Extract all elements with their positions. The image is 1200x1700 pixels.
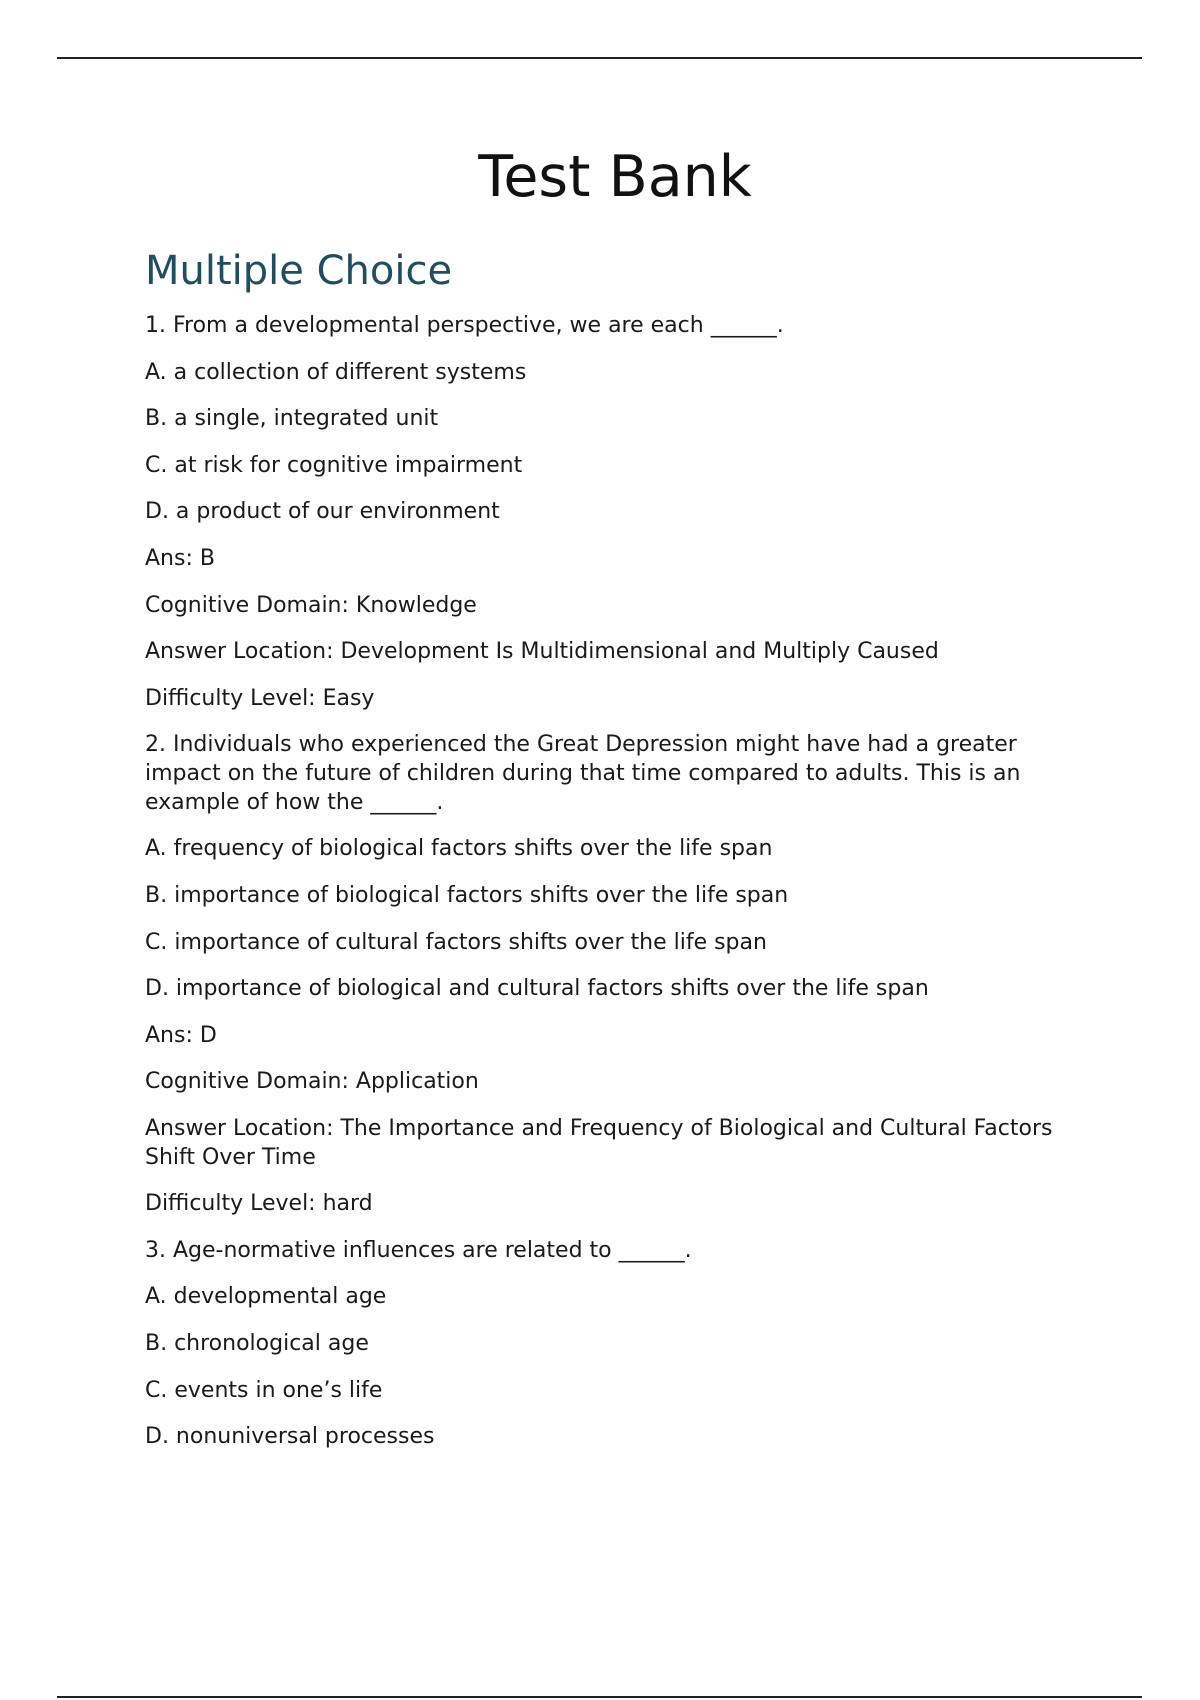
question-metadata: Answer Location: The Importance and Frequency of Biological and Cultural Factors Shift Over Time (145, 1115, 1053, 1170)
question-list (145, 312, 1095, 1470)
answer-option: C. importance of cultural factors shifts over the life span (145, 929, 767, 955)
question-metadata: Ans: B (145, 545, 215, 571)
answer-option: D. nonuniversal processes (145, 1424, 435, 1450)
question-metadata: Cognitive Domain: Application (145, 1069, 479, 1095)
answer-option: A. frequency of biological factors shifts over the life span (145, 836, 773, 862)
question-metadata: Ans: D (145, 1022, 217, 1048)
question-metadata: Cognitive Domain: Knowledge (145, 592, 477, 618)
answer-option: C. events in one’s life (145, 1377, 383, 1403)
top-rule (57, 57, 1142, 59)
answer-option: B. chronological age (145, 1330, 369, 1356)
question-metadata: Difficulty Level: hard (145, 1191, 373, 1217)
question-metadata: Difficulty Level: Easy (145, 685, 375, 711)
answer-option: A. a collection of different systems (145, 359, 527, 385)
answer-option: A. developmental age (145, 1284, 387, 1310)
answer-option: B. a single, integrated unit (145, 406, 439, 432)
section-heading: Multiple Choice (145, 248, 453, 294)
document-title: Test Bank (478, 144, 752, 210)
question-stem: 3. Age-normative influences are related to ______. (145, 1237, 692, 1263)
answer-option: C. at risk for cognitive impairment (145, 452, 523, 478)
question-metadata: Answer Location: Development Is Multidimensional and Multiply Caused (145, 639, 939, 665)
bottom-rule (57, 1696, 1142, 1698)
answer-option: D. a product of our environment (145, 499, 500, 525)
answer-option: B. importance of biological factors shifts over the life span (145, 882, 789, 908)
question-stem: 2. Individuals who experienced the Great Depression might have had a greater impact on the future of children during that time compared to adults. This is an example of how the ______. (145, 732, 1021, 815)
question-stem: 1. From a developmental perspective, we are each ______. (145, 313, 784, 338)
answer-option: D. importance of biological and cultural factors shifts over the life span (145, 976, 929, 1002)
